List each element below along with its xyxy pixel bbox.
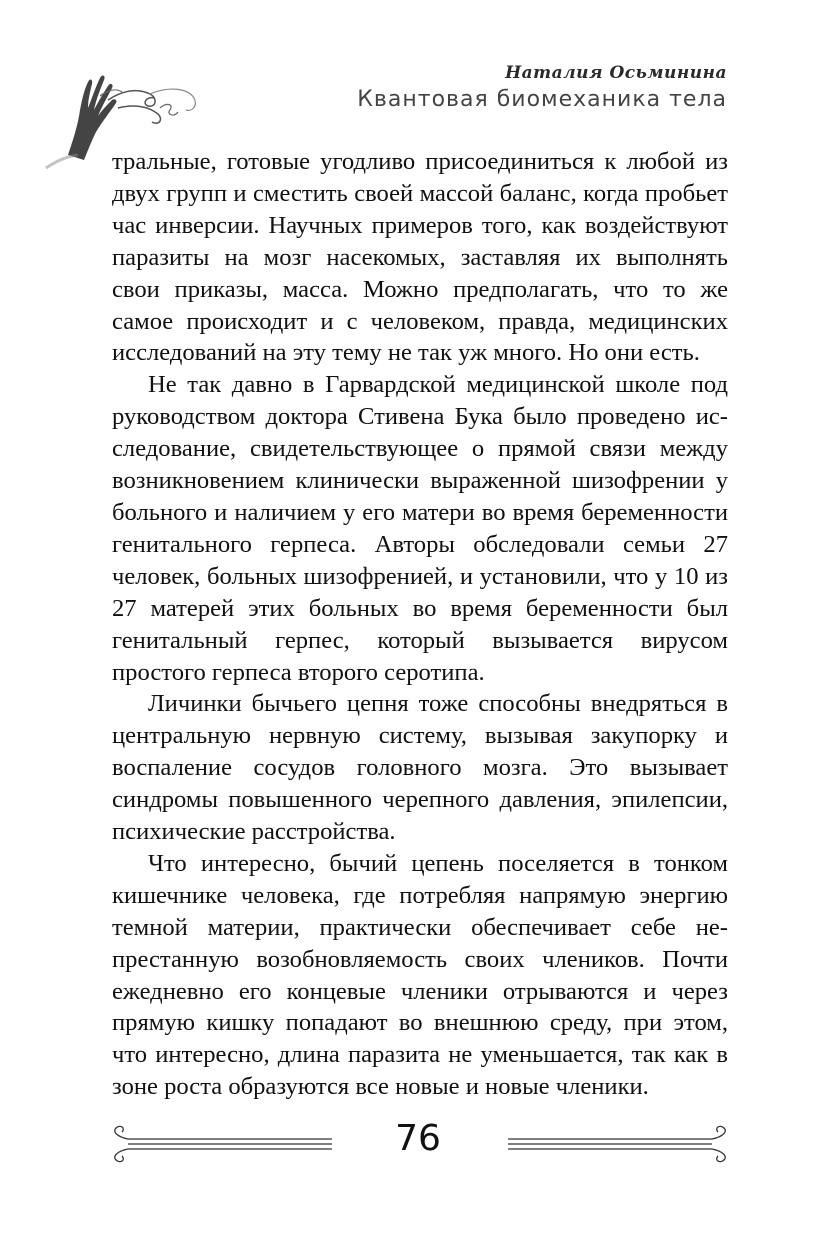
page-body: [112, 146, 728, 1103]
paragraph: Что интересно, бычий цепень поселяется в тонком кишечнике человека, где потребляя напрямую энергию темной материи, практически обеспечивает себе непрестанную возобновляемость своих члеников. Почти ежедневно его концевые членики отрываются и через прямую кишку попадают во внешнюю среду, при этом, что интересно, длина паразита не уменьшается, так как в зоне роста образуются все новые и новые членики.: [112, 849, 728, 1101]
header-book-title: Квантовая биомеханика тела: [357, 87, 727, 112]
page-number: 76: [395, 1118, 441, 1159]
paragraph: тральные, готовые угодливо присоединиться к любой из двух групп и сместить своей массой баланс, когда пробьет час инверсии. Научных примеров того, как воздействуют паразиты на мозг насекомых, заставляя их выполнять свои приказы, масса. Можно предполагать, что то же самое происходит и с человеком, правда, медицинских исследований на эту тему не так уж много. Но они есть.: [112, 148, 728, 367]
right-ornament-icon: [508, 1126, 725, 1161]
paragraph: Не так давно в Гарвардской медицинской школе под руководством доктора Стивена Бука было проведено исследование, свидетельствующее о прямой связи между возникновением клинически выраженной шизофрении у больного и наличием у его матери во время беременности генитального герпеса. Авторы обследовали семьи 27 человек, больных шизофренией, и установили, что у 10 из 27 матерей этих больных во время беременности был генитальный герпес, который вызывается вирусом простого герпеса второго серотипа.: [112, 371, 728, 686]
left-ornament-icon: [115, 1126, 332, 1161]
header-author: Наталия Осьминина: [505, 63, 727, 83]
paragraph: Личинки бычьего цепня тоже способны внедряться в центральную нервную систему, вызывая закупорку и воспаление сосудов головного мозга. Это вызывает синдромы повышенного черепного давления, эпилепсии, психические расстройства.: [112, 690, 728, 846]
